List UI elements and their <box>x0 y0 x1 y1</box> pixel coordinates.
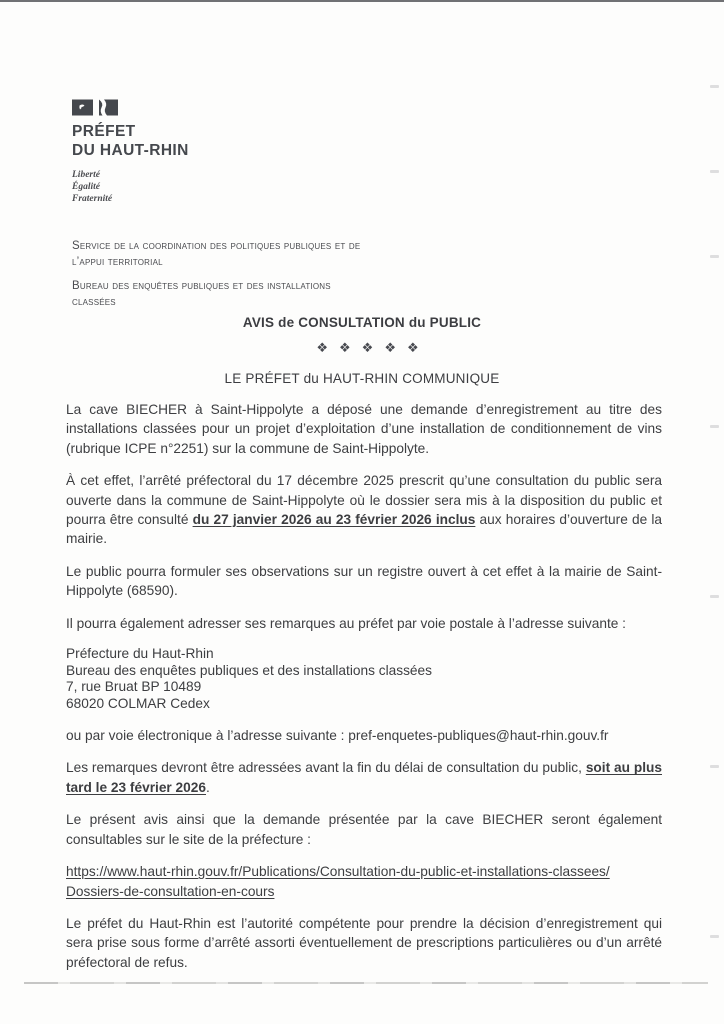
prefect-line-1: PRÉFET <box>72 123 136 140</box>
url-line-2: Dossiers-de-consultation-en-cours <box>66 883 275 899</box>
scan-bottom-line-artifact <box>24 982 708 984</box>
deadline-date: soit au plus tard le 23 février 2026 <box>66 760 662 795</box>
email-intro: ou par voie électronique à l’adresse suivante : <box>66 728 349 744</box>
motto-egalite: Égalité <box>72 182 100 192</box>
prefecture-url <box>66 862 662 901</box>
paragraph-project: La cave BIECHER à Saint-Hippolyte a déposé une demande d’enregistrement au titre des installations classées pour un projet d’exploitation d’une installation de conditionnement de vins (rubrique ICPE n°2251) sur la commune de Saint-Hippolyte. <box>66 402 662 456</box>
notice-body <box>66 400 662 985</box>
scan-edge-mark <box>710 425 719 428</box>
paragraph-email <box>66 726 662 745</box>
consultation-text-pre: À cet effet, l’arrêté préfectoral du 17 décembre 2025 prescrit qu’une consultation du public sera ouverte dans la commune de Saint-Hippolyte où le dossier sera mis à la disposition du public et pourra être consulté <box>66 473 662 528</box>
document-subtitle: LE PRÉFET du HAUT-RHIN COMMUNIQUE <box>224 371 500 386</box>
paragraph-website-intro: Le présent avis ainsi que la demande présentée par la cave BIECHER seront également consultables sur le site de la préfecture : <box>66 812 662 847</box>
paragraph-consultation-period <box>66 471 662 549</box>
service-line: Service de la coordination des politiques publiques et de l’appui territorial <box>72 240 361 268</box>
address-line-3: 7, rue Bruat BP 10489 <box>66 679 202 695</box>
scan-edge-mark <box>710 595 719 598</box>
prefect-name <box>72 122 189 160</box>
paragraph-deadline <box>66 758 662 797</box>
prefect-line-2: DU HAUT-RHIN <box>72 142 189 159</box>
consultation-dates: du 27 janvier 2026 au 23 février 2026 inclus <box>192 512 476 528</box>
letterhead <box>72 99 189 205</box>
url-line-1: https://www.haut-rhin.gouv.fr/Publications/Consultation-du-public-et-installations-classees/ <box>66 864 610 880</box>
address-line-2: Bureau des enquêtes publiques et des installations classées <box>66 662 433 678</box>
scan-top-edge-artifact <box>0 0 724 2</box>
address-line-4: 68020 COLMAR Cedex <box>66 695 210 711</box>
paragraph-authority: Le préfet du Haut-Rhin est l’autorité compétente pour prendre la décision d’enregistrement qui sera prise sous forme d’arrêté assorti éventuellement de prescriptions particulières ou d’un arrêté préfectoral de refus. <box>66 915 662 970</box>
scan-edge-mark <box>710 170 719 173</box>
motto-liberte: Liberté <box>72 170 100 180</box>
marianne-logo-icon <box>72 99 120 117</box>
bureau-line: Bureau des enquêtes publiques et des installations classées <box>72 280 331 308</box>
republic-motto <box>72 169 189 205</box>
paragraph-postal-intro: Il pourra également adresser ses remarques au préfet par voie postale à l’adresse suivante : <box>66 615 626 631</box>
address-line-1: Préfecture du Haut-Rhin <box>66 646 214 662</box>
scan-edge-mark <box>710 935 719 938</box>
paragraph-register: Le public pourra formuler ses observations sur un registre ouvert à cet effet à la mairie de Saint-Hippolyte (68590). <box>66 563 662 599</box>
postal-address <box>66 646 662 712</box>
email-address: pref-enquetes-publiques@haut-rhin.gouv.fr <box>348 728 609 744</box>
scan-edge-mark <box>710 765 719 768</box>
deadline-text-post: . <box>206 779 210 795</box>
consultation-text-post: aux horaires d’ouverture de la mairie. <box>66 512 663 547</box>
ornament-divider: ❖❖❖❖❖ <box>316 340 430 355</box>
scan-edge-mark <box>710 255 719 258</box>
deadline-text-pre: Les remarques devront être adressées avant la fin du délai de consultation du public, <box>66 760 586 776</box>
motto-fraternite: Fraternité <box>72 194 113 204</box>
scan-edge-mark <box>710 85 719 88</box>
issuing-service-block <box>72 239 378 310</box>
document-title: AVIS de CONSULTATION du PUBLIC <box>242 315 482 330</box>
